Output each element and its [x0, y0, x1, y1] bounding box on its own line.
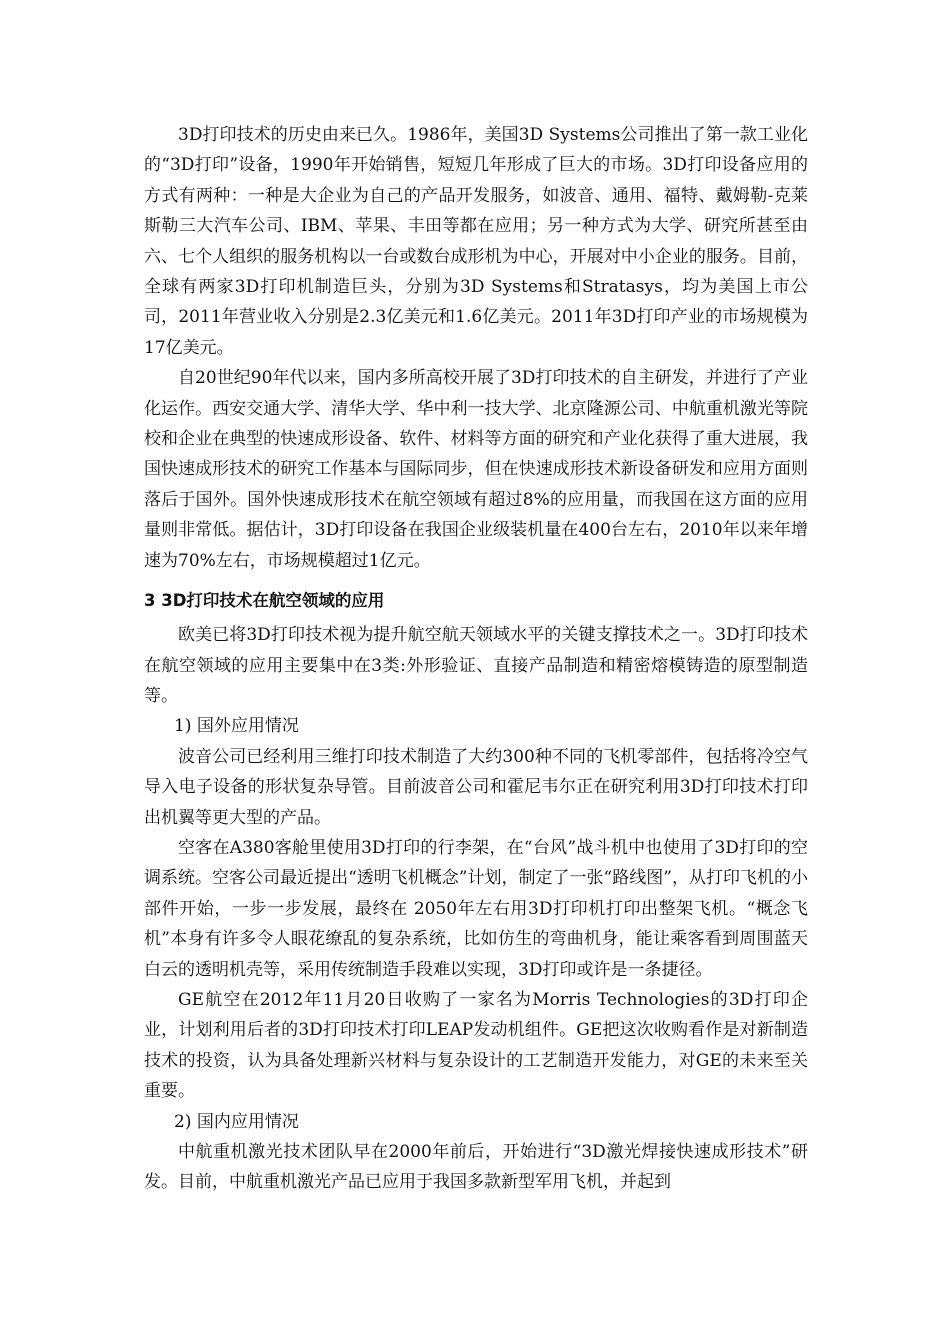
subheading-foreign: 1) 国外应用情况	[174, 716, 299, 737]
subheading-domestic: 2) 国内应用情况	[174, 1111, 299, 1132]
paragraph-boeing: 波音公司已经利用三维打印技术制造了大约300种不同的飞机零部件，包括将冷空气导入电子设备的形状复杂导管。目前波音公司和霍尼韦尔正在研究利用3D打印技术打印出机翼等更大型的产品。	[144, 746, 808, 828]
paragraph-avic-laser: 中航重机激光技术团队早在2000年前后，开始进行“3D激光焊接快速成形技术”研发。目前，中航重机激光产品已应用于我国多款新型军用飞机，并起到	[144, 1142, 808, 1193]
paragraph-domestic-research: 自20世纪90年代以来，国内多所高校开展了3D打印技术的自主研发，并进行了产业化运作。西安交通大学、清华大学、华中利一技大学、北京隆源公司、中航重机激光等院校和企业在典型的快速成形设备、软件、材料等方面的研究和产业化获得了重大进展，我国快速成形技术的研究工作基本与国际同步，但在快速成形技术新设备研发和应用方面则落后于国外。国外快速成形技术在航空领域有超过8%的应用量，而我国在这方面的应用量则非常低。据估计，3D打印设备在我国企业级装机量在400台左右，2010年以来年增速为70%左右，市场规模超过1亿元。	[144, 368, 808, 571]
paragraph-airbus: 空客在A380客舱里使用3D打印的行李架，在“台风”战斗机中也使用了3D打印的空调系统。空客公司最近提出“透明飞机概念”计划，制定了一张“路线图”，从打印飞机的小部件开始，一步一步发展，最终在 2050年左右用3D打印机打印出整架飞机。“概念飞机”本身有许多令人眼花缭乱的复杂系统，比如仿生的弯曲机身，能让乘客看到周围蓝天白云的透明机壳等，采用传统制造手段难以实现，3D打印或许是一条捷径。	[144, 837, 808, 980]
document-body	[144, 120, 808, 1198]
paragraph-history: 3D打印技术的历史由来已久。1986年，美国3D Systems公司推出了第一款工业化的“3D打印”设备，1990年开始销售，短短几年形成了巨大的市场。3D打印设备应用的方式有两种：一种是大企业为自己的产品开发服务，如波音、通用、福特、戴姆勒-克莱斯勒三大汽车公司、IBM、苹果、丰田等都在应用；另一种方式为大学、研究所甚至由六、七个人组织的服务机构以一台或数台成形机为中心，开展对中小企业的服务。目前，全球有两家3D打印机制造巨头，分别为3D Systems和Stratasys，均为美国上市公司，2011年营业收入分别是2.3亿美元和1.6亿美元。2011年3D打印产业的市场规模为17亿美元。	[144, 125, 808, 358]
section-heading: 3 3D打印技术在航空领域的应用	[144, 591, 385, 611]
paragraph-aviation-intro: 欧美已将3D打印技术视为提升航空航天领域水平的关键支撑技术之一。3D打印技术在航空领域的应用主要集中在3类:外形验证、直接产品制造和精密熔模铸造的原型制造等。	[144, 625, 808, 706]
paragraph-ge: GE航空在2012年11月20日收购了一家名为Morris Technologies的3D打印企业，计划利用后者的3D打印技术打印LEAP发动机组件。GE把这次收购看作是对新制造技术的投资，认为具备处理新兴材料与复杂设计的工艺制造开发能力，对GE的未来至关重要。	[144, 989, 808, 1102]
